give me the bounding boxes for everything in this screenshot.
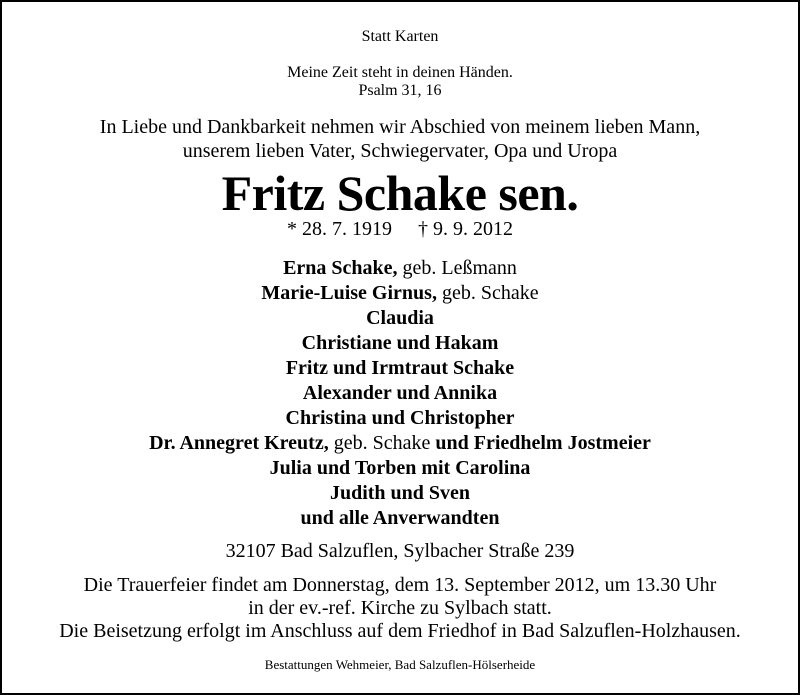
service-line-1: Die Trauerfeier findet am Donnerstag, dem 13. September 2012, um 13.30 Uhr: [83, 574, 717, 596]
header-text: Statt Karten: [361, 28, 439, 45]
address: 32107 Bad Salzuflen, Sylbacher Straße 239: [225, 540, 575, 562]
mourner-erna-name: Erna Schake,: [283, 257, 398, 279]
mourner-christina: Christina und Christopher: [285, 407, 515, 429]
mourner-alexander: Alexander und Annika: [302, 382, 498, 404]
mourner-annegret-note: geb. Schake: [328, 432, 436, 454]
mourner-erna-note: geb. Leßmann: [397, 257, 517, 279]
undertaker: Bestattungen Wehmeier, Bad Salzuflen-Hölserheide: [264, 657, 536, 672]
mourner-others: und alle Anverwandten: [300, 507, 500, 529]
mourner-julia: Julia und Torben mit Carolina: [269, 457, 531, 479]
service-line-3: Die Beisetzung erfolgt im Anschluss auf dem Friedhof in Bad Salzuflen-Holzhausen.: [59, 620, 741, 642]
mourner-marie-name: Marie-Luise Girnus,: [261, 282, 437, 304]
mourner-erna: [0, 257, 800, 280]
mourner-annegret-name: Dr. Annegret Kreutz,: [149, 432, 329, 454]
intro-line-2: unserem lieben Vater, Schwiegervater, Opa und Uropa: [182, 140, 618, 162]
life-dates: [0, 218, 800, 241]
death-date: † 9. 9. 2012: [418, 218, 513, 240]
mourner-marie-note: geb. Schake: [436, 282, 539, 304]
verse-reference: Psalm 31, 16: [358, 82, 442, 99]
birth-date: * 28. 7. 1919: [287, 218, 392, 240]
service-line-2: in der ev.-ref. Kirche zu Sylbach statt.: [248, 597, 552, 619]
mourner-fritz: Fritz und Irmtraut Schake: [285, 357, 515, 379]
verse-line-1: Meine Zeit steht in deinen Händen.: [287, 64, 513, 81]
mourner-judith: Judith und Sven: [329, 482, 471, 504]
mourner-claudia: Claudia: [366, 307, 434, 329]
intro-line-1: In Liebe und Dankbarkeit nehmen wir Abschied von meinem lieben Mann,: [99, 116, 701, 138]
mourner-annegret-partner: und Friedhelm Jostmeier: [435, 432, 651, 454]
deceased-name: Fritz Schake sen.: [221, 165, 579, 221]
mourner-marie: [0, 282, 800, 305]
mourner-christiane: Christiane und Hakam: [301, 332, 499, 354]
mourner-annegret: [0, 432, 800, 455]
